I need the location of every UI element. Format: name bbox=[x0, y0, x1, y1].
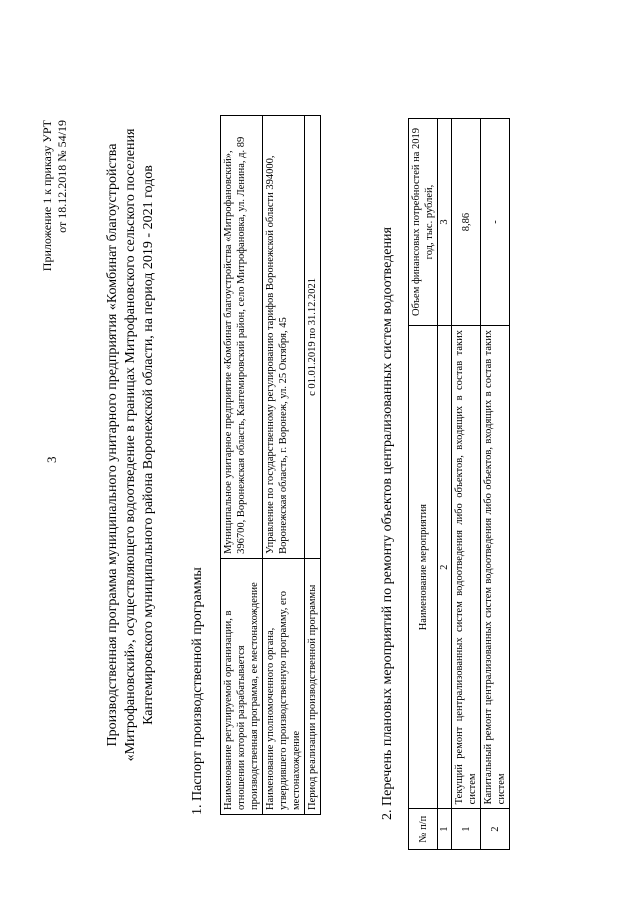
index-3: 3 bbox=[438, 119, 452, 326]
passport-row bbox=[221, 116, 263, 815]
appendix-line-1: Приложение 1 к приказу УРТ bbox=[40, 120, 54, 272]
passport-label: Наименование регулируемой организации, в отношении которой разрабатывается производственная программа, ее местонахождение bbox=[221, 558, 263, 814]
document-title bbox=[104, 125, 158, 765]
passport-value: Управление по государственному регулированию тарифов Воронежской области 394000, Воронежская область, г. Воронеж, ул. 25 Октября, 45 bbox=[263, 116, 305, 559]
table-row bbox=[452, 119, 481, 850]
row-name: Капитальный ремонт централизованных систем водоотведения либо объектов, входящих в состав таких систем bbox=[481, 326, 510, 809]
passport-label: Период реализации производственной программы bbox=[305, 558, 321, 814]
appendix-line-2: от 18.12.2018 № 54/19 bbox=[55, 120, 69, 233]
passport-value: с 01.01.2019 по 31.12.2021 bbox=[305, 116, 321, 559]
index-1: 1 bbox=[438, 809, 452, 850]
row-name: Текущий ремонт централизованных систем водоотведения либо объектов, входящих в состав таких систем bbox=[452, 326, 481, 809]
row-volume: 8,86 bbox=[452, 119, 481, 326]
row-num: 1 bbox=[452, 809, 481, 850]
row-volume: - bbox=[481, 119, 510, 326]
section-1-heading: 1. Паспорт производственной программы bbox=[190, 567, 205, 815]
title-line-1: Производственная программа муниципального унитарного предприятия «Комбинат благоустройства bbox=[105, 143, 120, 747]
header-name: Наименование мероприятия bbox=[409, 326, 438, 809]
passport-row bbox=[263, 116, 305, 815]
title-line-3: Кантемировского муниципального района Воронежской области, на период 2019 - 2021 годов bbox=[141, 165, 156, 725]
section-2-heading: 2. Перечень плановых мероприятий по ремонту объектов централизованных систем водоотведения bbox=[380, 227, 395, 820]
column-index-row bbox=[438, 119, 452, 850]
passport-label: Наименование уполномоченного органа, утвердившего производственную программу, его местонахождение bbox=[263, 558, 305, 814]
appendix-note bbox=[40, 120, 70, 271]
header-num: № п/п bbox=[409, 809, 438, 850]
table-row bbox=[481, 119, 510, 850]
passport-table bbox=[220, 115, 321, 815]
page-number: 3 bbox=[44, 456, 59, 463]
row-num: 2 bbox=[481, 809, 510, 850]
title-line-2: «Митрофановский», осуществляющего водоотведение в границах Митрофановского сельского поселения bbox=[123, 128, 138, 762]
table-header-row bbox=[409, 119, 438, 850]
header-volume: Объем финансовых потребностей на 2019 год, тыс. рублей, bbox=[409, 119, 438, 326]
index-2: 2 bbox=[438, 326, 452, 809]
passport-value: Муниципальное унитарное предприятие «Комбинат благоустройства «Митрофановский», 396700, Воронежская область, Кантемировский район, село Митрофановка, ул. Ленина, д. 89 bbox=[221, 116, 263, 559]
passport-row bbox=[305, 116, 321, 815]
activities-table bbox=[408, 118, 510, 850]
